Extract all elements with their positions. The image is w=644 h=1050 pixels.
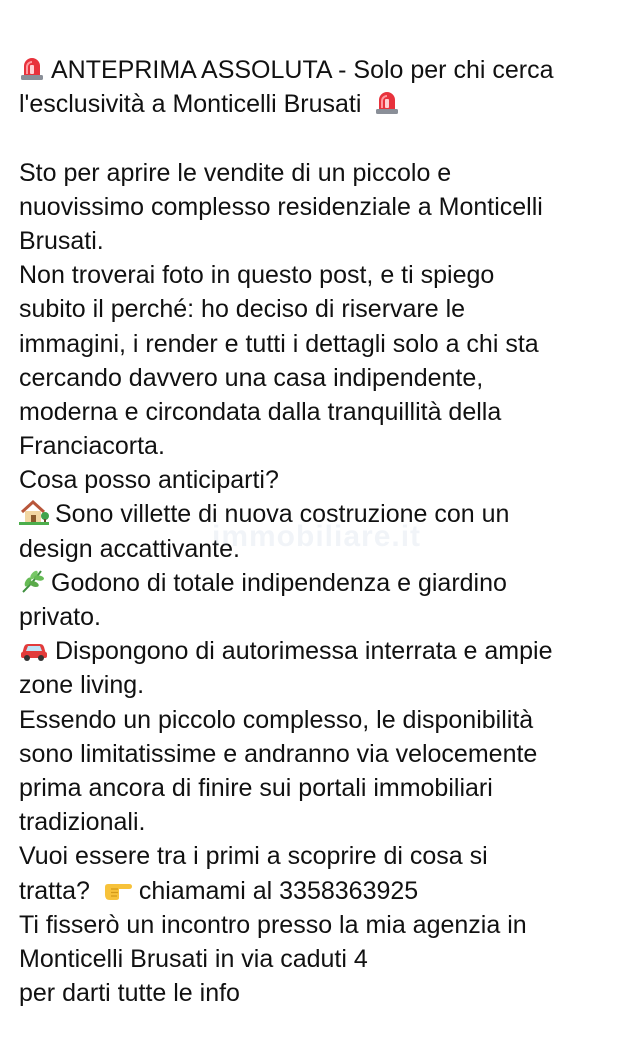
cta-text: tratta? [19,876,90,905]
feature-text: Dispongono di autorimessa interrata e ampie [55,637,553,666]
post-line: Ti fisserò un incontro presso la mia agenzia in [19,910,527,939]
car-icon [19,636,49,662]
feature-text: Sono villette di nuova costruzione con un [55,500,510,529]
phone-number-text: chiamami al 3358363925 [138,876,419,905]
post-line: zone living. [19,671,145,700]
post-line: privato. [19,603,101,631]
post-line: Essendo un piccolo complesso, le disponibilità [19,705,534,734]
paragraph-spacer [19,121,634,155]
post-title-text: l'esclusività a Monticelli Brusati [19,90,362,119]
feature-line [19,497,634,531]
post-line: Cosa posso anticiparti? [19,466,279,495]
post-line: moderna e circondata dalla tranquillità della [19,397,502,426]
feature-text: Godono di totale indipendenza e giardino [51,568,507,597]
post-line: sono limitatissime e andranno via velocemente [19,739,538,768]
post-line: prima ancora di finire sui portali immobiliari [19,773,493,802]
post-line: subito il perché: ho deciso di riservare le [19,295,466,324]
post-text [19,53,634,1010]
post-line: immagini, i render e tutti i dettagli solo a chi sta [19,329,539,358]
house-with-garden-icon [19,499,49,525]
watermark: immobiliare.it [212,520,422,553]
post-line: Vuoi essere tra i primi a scoprire di cosa si [19,842,488,871]
feature-line [19,634,634,668]
feature-line [19,566,634,600]
post-line: Brusati. [19,226,104,255]
police-car-light-icon [374,89,400,115]
backhand-index-pointing-right-icon [103,878,133,902]
post-line: tradizionali. [19,808,146,837]
police-car-light-icon [19,55,45,81]
post-line: nuovissimo complesso residenziale a Monticelli [19,192,543,221]
post-line: Non troverai foto in questo post, e ti spiego [19,261,495,290]
post-line: cercando davvero una casa indipendente, [19,363,484,392]
post-line: Monticelli Brusati in via caduti 4 [19,944,368,973]
post-line: Franciacorta. [19,432,165,461]
post-title-text: ANTEPRIMA ASSOLUTA - Solo per chi cerca [51,56,554,84]
post-line: Sto per aprire le vendite di un piccolo e [19,158,452,187]
post-line: per darti tutte le info [19,979,240,1008]
post-title-line [19,53,634,87]
post-line: design accattivante. [19,534,240,563]
herb-icon [19,568,45,594]
post-title-line [19,87,634,121]
cta-line [19,874,634,908]
